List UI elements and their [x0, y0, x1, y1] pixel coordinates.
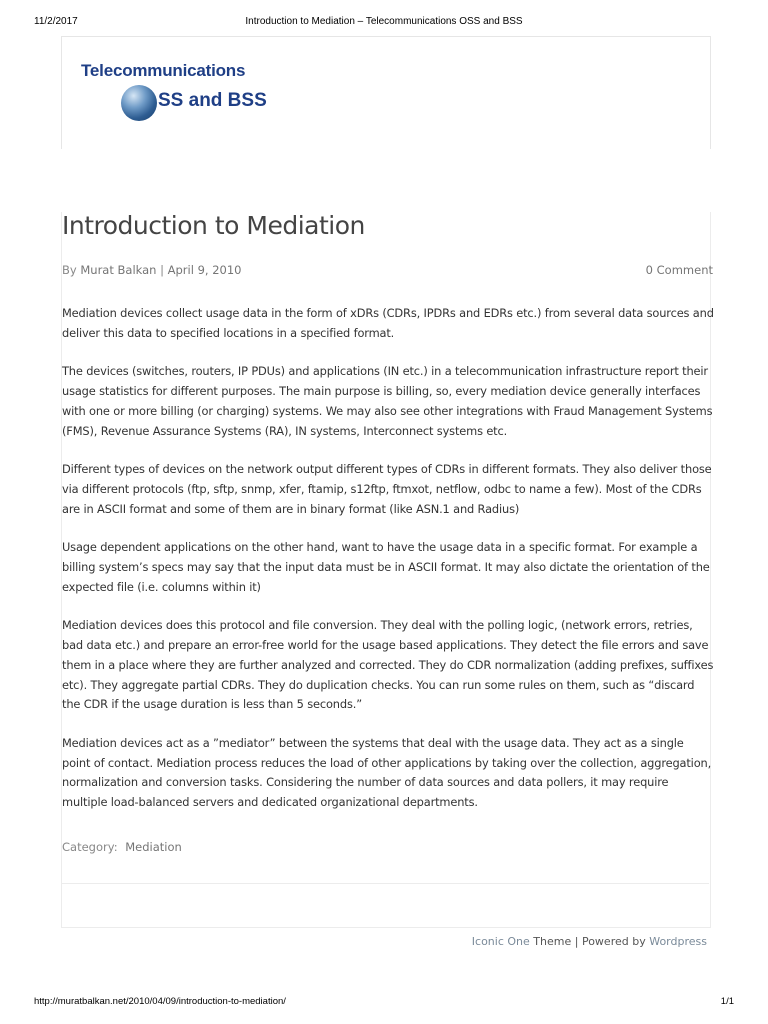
article-title[interactable]: Introduction to Mediation: [62, 211, 365, 240]
theme-word: Theme: [533, 935, 572, 948]
globe-icon: [121, 85, 157, 121]
meta-by-label: By: [62, 263, 77, 277]
print-header: [34, 16, 734, 30]
print-page-number: 1/1: [720, 996, 734, 1007]
article-meta: [62, 263, 713, 279]
paragraph: Mediation devices does this protocol and file conversion. They deal with the polling logic, (network errors, retries, bad data etc.) and prepare an error-free world for the usage based applications. They detect the file errors and save them in a place where they are further analyzed and corrected. They do CDR normalization (adding prefixes, suffixes etc). They aggregate partial CDRs. They do duplication checks. You can run some rules on them, such as “discard the CDR if the usage duration is less than 5 seconds.”: [62, 618, 714, 712]
paragraph: Usage dependent applications on the other hand, want to have the usage data in a specific format. For example a billing system’s specs may say that the input data must be in ASCII format. It may also dictate the orientation of the expected file (i.e. columns within it): [62, 540, 710, 594]
post-date-link[interactable]: April 9, 2010: [167, 263, 242, 277]
meta-separator: |: [160, 263, 164, 277]
category-label: Category:: [62, 840, 118, 854]
category-link[interactable]: Mediation: [125, 840, 182, 854]
category-row: [62, 840, 182, 854]
print-date: 11/2/2017: [34, 16, 78, 27]
comments-link[interactable]: 0 Comment: [645, 263, 713, 277]
paragraph: Mediation devices act as a ”mediator” between the systems that deal with the usage data. They act as a single point of contact. Mediation process reduces the load of other applications by taking over the collection, aggregation, normalization and conversion tasks. Considering the number of data sources and data pollers, it may require multiple load-balanced servers and dedicated organizational departments.: [62, 735, 712, 810]
logo-text-line2: SS and BSS: [158, 90, 267, 111]
paragraph: Mediation devices collect usage data in the form of xDRs (CDRs, IPDRs and EDRs etc.) from several data sources and deliver this data to specified locations in a specified format.: [62, 306, 714, 340]
meta-byline: [62, 263, 241, 277]
print-footer: [34, 996, 734, 1010]
wordpress-link[interactable]: Wordpress: [649, 935, 707, 948]
theme-link[interactable]: Iconic One: [471, 935, 530, 948]
author-link[interactable]: Murat Balkan: [80, 263, 157, 277]
site-header: [61, 36, 711, 149]
divider: [62, 883, 709, 884]
print-url: http://muratbalkan.net/2010/04/09/introduction-to-mediation/: [34, 996, 286, 1007]
logo-text-line1: Telecommunications: [81, 61, 246, 80]
footer-separator: |: [574, 935, 579, 948]
paragraph: Different types of devices on the network output different types of CDRs in different formats. They also deliver those via different protocols (ftp, sftp, snmp, xfer, ftamip, s12ftp, ftmxot, netflow, odbc to name a few). Most of the CDRs are in ASCII format and some of them are in binary format (like ASN.1 and Radius): [62, 462, 712, 516]
site-logo[interactable]: [81, 59, 281, 125]
article-content: [62, 304, 714, 832]
paragraph: The devices (switches, routers, IP PDUs) and applications (IN etc.) in a telecommunication infrastructure report their usage statistics for different purposes. The main purpose is billing, so, every mediation device generally interfaces with one or more billing (or charging) systems. We may also see other integrations with Fraud Management Systems (FMS), Revenue Assurance Systems (RA), IN systems, Interconnect systems etc.: [62, 364, 713, 438]
powered-by-label: Powered by: [581, 935, 646, 948]
site-footer: [472, 935, 707, 948]
print-page-title: Introduction to Mediation – Telecommunications OSS and BSS: [245, 16, 523, 27]
